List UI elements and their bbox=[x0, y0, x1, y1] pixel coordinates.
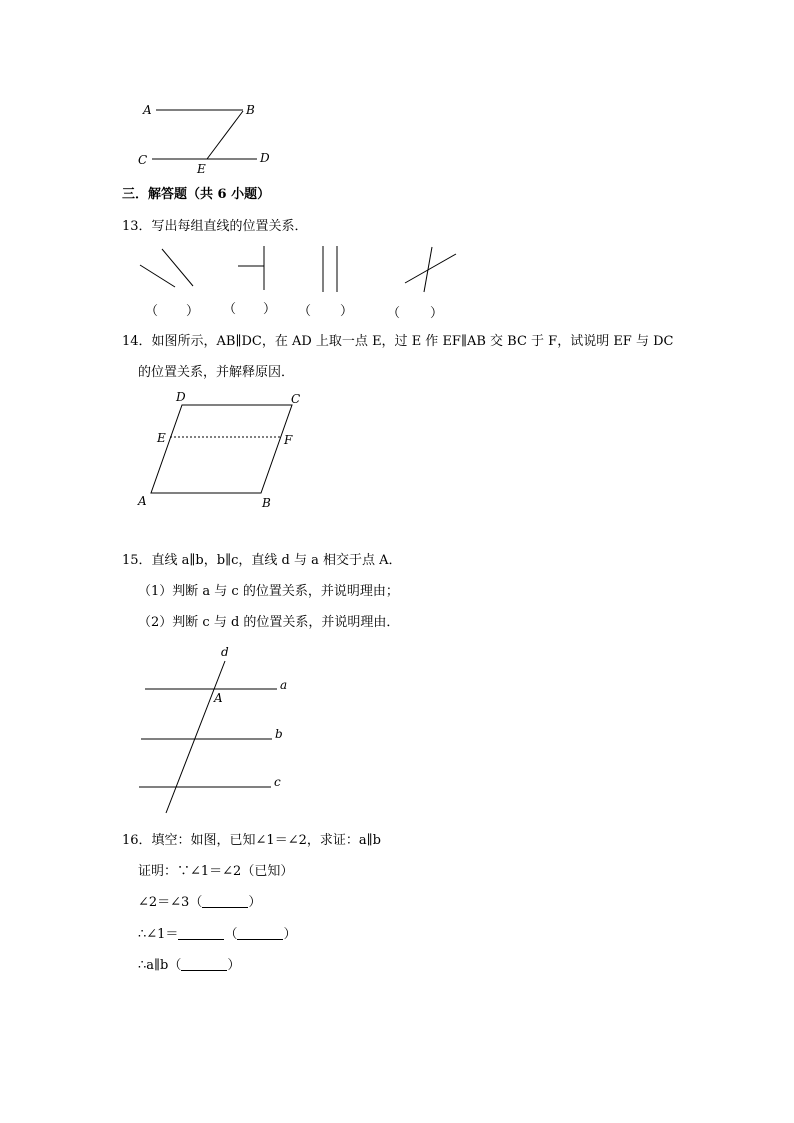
q15-label-c: c bbox=[274, 775, 281, 789]
q16-line1: 16．填空：如图，已知∠1＝∠2，求证：a∥b bbox=[122, 833, 381, 848]
q14-label-c: C bbox=[291, 392, 301, 406]
q14-label-b: B bbox=[262, 496, 271, 510]
q15-line1: 15．直线 a∥b，b∥c，直线 d 与 a 相交于点 A． bbox=[122, 553, 402, 568]
q16-proof3-a: ∴∠1＝ bbox=[138, 927, 179, 942]
q16-proof4-a: ∴a∥b（ bbox=[138, 958, 182, 973]
q14-label-f: F bbox=[284, 433, 293, 447]
q16-proof3-b: （ bbox=[224, 927, 238, 942]
q13-text: 13．写出每组直线的位置关系． bbox=[122, 219, 308, 234]
q16-blank-1[interactable] bbox=[202, 895, 248, 908]
q14-label-e: E bbox=[157, 431, 166, 445]
q14-label-d: D bbox=[176, 390, 186, 404]
q13-paren-close-2: ） bbox=[263, 302, 277, 317]
q13-paren-open-2: （ bbox=[223, 302, 237, 317]
q16-blank-3[interactable] bbox=[237, 927, 283, 940]
label-d: D bbox=[260, 151, 270, 165]
q16-proof2-b: ） bbox=[248, 895, 262, 910]
q15-label-point-a: A bbox=[214, 691, 223, 705]
label-c: C bbox=[138, 153, 148, 167]
q16-proof4 bbox=[138, 958, 240, 974]
q16-proof1: 证明：∵∠1＝∠2（已知） bbox=[138, 864, 294, 879]
label-b: B bbox=[246, 103, 255, 117]
section-title: 三．解答题（共 6 小题） bbox=[122, 187, 271, 202]
q15-label-a: a bbox=[280, 678, 288, 692]
q16-proof2 bbox=[138, 895, 261, 911]
q16-blank-2[interactable] bbox=[178, 927, 224, 940]
q15-sub2: （2）判断 c 与 d 的位置关系，并说明理由． bbox=[138, 615, 400, 630]
q15-label-d: d bbox=[221, 645, 229, 659]
q16-proof4-b: ） bbox=[227, 958, 241, 973]
q16-proof2-a: ∠2＝∠3（ bbox=[138, 895, 203, 910]
q13-paren-open-1: （ bbox=[145, 304, 159, 319]
q13-paren-close-4: ） bbox=[430, 306, 444, 321]
q15-line-d bbox=[166, 661, 225, 813]
q13-paren-close-3: ） bbox=[340, 304, 354, 319]
q15-label-b: b bbox=[275, 727, 283, 741]
q14-line2: 的位置关系，并解释原因． bbox=[138, 365, 295, 380]
q14-line1: 14．如图所示，AB∥DC，在 AD 上取一点 E，过 E 作 EF∥AB 交 BC 于 F，试说明 EF 与 DC bbox=[122, 334, 674, 349]
q15-sub1: （1）判断 a 与 c 的位置关系，并说明理由； bbox=[138, 584, 399, 599]
q16-blank-4[interactable] bbox=[181, 958, 227, 971]
q16-proof3 bbox=[138, 927, 296, 943]
q14-label-a: A bbox=[138, 494, 147, 508]
q16-proof3-c: ） bbox=[283, 927, 297, 942]
label-a: A bbox=[143, 103, 152, 117]
q13-paren-open-3: （ bbox=[298, 304, 312, 319]
label-e: E bbox=[197, 162, 206, 176]
q13-paren-close-1: ） bbox=[186, 304, 200, 319]
q13-paren-open-4: （ bbox=[387, 306, 401, 321]
